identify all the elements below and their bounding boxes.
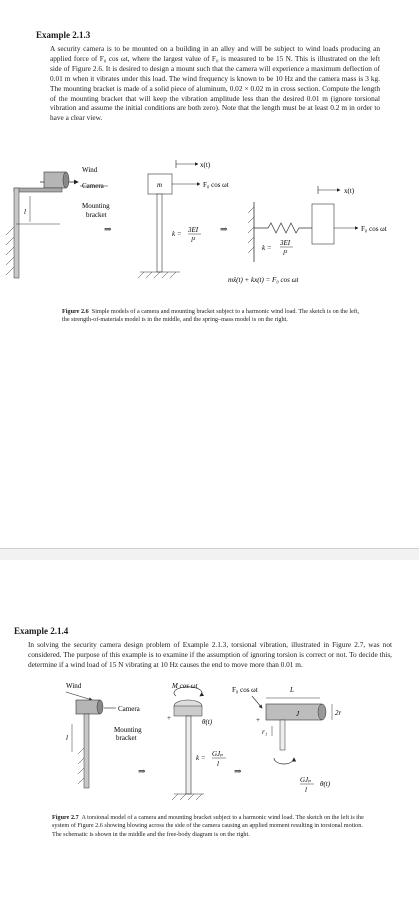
spring bbox=[254, 223, 312, 233]
force-label-middle: F₀ cos ωt bbox=[203, 181, 229, 189]
example-2-1-4-heading: Example 2.1.4 bbox=[14, 626, 69, 636]
J-label: J bbox=[296, 710, 300, 718]
svg-text:⇒: ⇒ bbox=[220, 224, 228, 234]
mass-label: m bbox=[157, 181, 163, 189]
camera-body bbox=[44, 172, 66, 188]
mounting-bracket bbox=[14, 188, 62, 192]
page-lower bbox=[0, 560, 419, 910]
wind-label-2: Wind bbox=[66, 682, 82, 690]
gjp-den-label: l bbox=[305, 786, 307, 794]
two-r-label: 2r bbox=[335, 709, 342, 717]
figure-2-6-text: Simple models of a camera and mounting bracket subject to a harmonic wind load. The sketch is on the left, the strength-of-materials model is in the middle, and the spring–mass model is on the right. bbox=[62, 308, 360, 324]
xt-label-right: x(t) bbox=[344, 187, 355, 195]
figure-2-7-text: A torsional model of a camera and mounting bracket subject to a harmonic wind load. The sketch on the left is the system of Figure 2.6 showing blowing across the side of the camera causing an applied moment resulting in torsional motion. The schematic is shown in the middle and the free-body diagram is on the right. bbox=[52, 814, 364, 838]
force-label-2: F₀ cos ωt bbox=[232, 686, 258, 694]
figure-2-7-label: Figure 2.7 bbox=[52, 814, 79, 821]
torsion-sketch bbox=[66, 682, 142, 788]
k-den-middle: l³ bbox=[191, 236, 196, 244]
svg-text:⇒: ⇒ bbox=[234, 766, 242, 776]
L-label: L bbox=[290, 686, 294, 694]
plus-label: + bbox=[256, 716, 260, 724]
svg-text:⇒: ⇒ bbox=[138, 766, 146, 776]
camera-sketch bbox=[6, 166, 110, 278]
strength-model bbox=[138, 160, 229, 278]
bracket-label: bracket bbox=[86, 211, 107, 219]
force-label-right: F₀ cos ωt bbox=[361, 225, 387, 233]
k-eq-right: k = bbox=[262, 244, 272, 252]
moment-label: M cos ωt bbox=[172, 682, 198, 690]
equation-of-motion: mẍ(t) + kx(t) = F₀ cos ωt bbox=[228, 276, 299, 284]
camera-label: Camera bbox=[82, 182, 104, 190]
mounting-label-2: Mounting bbox=[114, 726, 142, 734]
theta-label: θ(t) bbox=[202, 718, 213, 726]
bracket-label-2: bracket bbox=[116, 734, 137, 742]
theta2-label: θ(t) bbox=[320, 780, 331, 788]
camera-body-2 bbox=[76, 700, 100, 714]
length-label: l bbox=[24, 208, 26, 216]
mounting-label: Mounting bbox=[82, 202, 110, 210]
figure-2-6-label: Figure 2.6 bbox=[62, 308, 89, 315]
svg-text:⇒: ⇒ bbox=[104, 224, 112, 234]
k-eq-torsion: k = bbox=[196, 754, 206, 762]
free-body-diagram bbox=[232, 686, 342, 794]
spring-mass-model bbox=[248, 186, 387, 262]
camera-cylinder bbox=[266, 704, 322, 720]
xt-label-middle: x(t) bbox=[200, 161, 211, 169]
k-den-right: l³ bbox=[283, 249, 288, 257]
figure-2-7-caption bbox=[52, 814, 364, 839]
k-num-middle: 3EI bbox=[188, 226, 199, 234]
r1-label: r₁ bbox=[262, 728, 268, 736]
gjp-label: GJₚ bbox=[300, 776, 311, 784]
wind-label: Wind bbox=[82, 166, 98, 174]
length-label-2: l bbox=[66, 734, 68, 742]
k-num-right: 3EI bbox=[280, 239, 291, 247]
example-2-1-3-heading: Example 2.1.3 bbox=[36, 30, 91, 40]
k-den-torsion: l bbox=[217, 760, 219, 768]
figure-2-6 bbox=[0, 152, 419, 292]
example-2-1-3-paragraph: A security camera is to be mounted on a building in an alley and will be subject to wind loads producing an applied force of F₀ cos ωt, where the largest value of F₀ is measured to be 15 N. This is illustrated on the left side of Figure 2.6. It is desired to design a mount such that the camera will experience a maximum deflection of 0.01 m when it vibrates under this load. The wind frequency is known to be 10 Hz and the camera mass is 3 kg. The mounting bracket is made of a solid piece of aluminum, 0.02 × 0.02 m in cross section. Compute the length of the mounting bracket that will keep the vibration amplitude less than the desired 0.01 m (ignore torsional vibration and assume the initial conditions are both zero). Note that the length must be at least 0.2 m in order to have a clear view. bbox=[50, 44, 380, 123]
mass-block-right bbox=[312, 204, 334, 244]
figure-2-6-caption bbox=[62, 308, 362, 325]
torsion-schematic bbox=[167, 682, 226, 800]
svg-text:+: + bbox=[167, 714, 171, 722]
example-2-1-4-paragraph: In solving the security camera design problem of Example 2.1.3, torsional vibration, illustrated in Figure 2.7, was not considered. The purpose of this example is to examine if the assumption of ignoring torsion is correct or not. To decide this, determine if a wind load of 15 N vibrating at 10 Hz causes the end to move more than 0.01 m. bbox=[28, 640, 392, 669]
figure-2-7 bbox=[0, 678, 419, 810]
k-eq-middle: k = bbox=[172, 230, 182, 238]
camera-label-2: Camera bbox=[118, 705, 140, 713]
k-num-torsion: GJₚ bbox=[212, 750, 223, 758]
